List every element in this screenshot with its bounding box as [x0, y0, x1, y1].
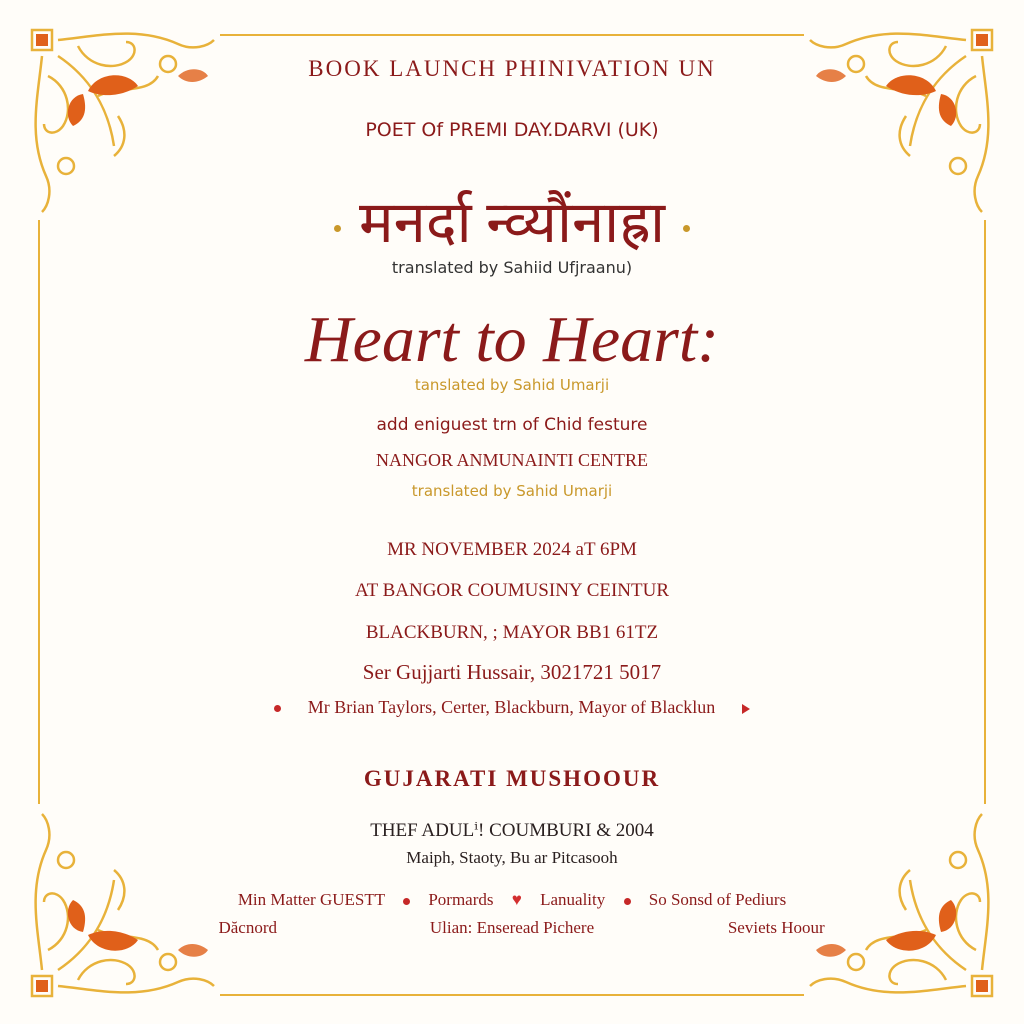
event-title: BOOK LAUNCH PHINIVATION UN — [308, 56, 716, 81]
devanagari-title: मनर्दा न्व्यौंनाह्रा — [358, 190, 666, 255]
sub-item: Ulian: Enseread Pichere — [429, 918, 595, 937]
poet-line: POET Of PREMI DAY.DARVI (UK) — [365, 119, 659, 141]
contact-line: Ser Gujjarti Hussair, 3021721 5017 — [362, 660, 662, 684]
guest-line: add eniguest trn of Chid festure — [376, 415, 648, 435]
triangle-icon — [742, 704, 750, 714]
guest-item: Pormards — [428, 890, 494, 909]
sub-item: Seviets Hoour — [727, 918, 825, 937]
border-bottom — [220, 994, 804, 996]
mayor-line: Mr Brian Taylors, Certer, Blackburn, Mayor of Blacklun — [307, 697, 716, 717]
event-city: BLACKBURN, ; MAYOR BB1 61TZ — [365, 622, 659, 643]
event-date-time: MR NOVEMBER 2024 aT 6PM — [387, 539, 637, 560]
guests-row — [0, 890, 1024, 910]
sub-row — [0, 918, 1024, 938]
guest-item: So Sonsd of Pediurs — [648, 890, 787, 909]
dot-icon — [403, 898, 410, 905]
translated-by-line-1: translated by Sahiid Ufjraanu) — [391, 258, 633, 277]
dot-icon — [624, 898, 631, 905]
mushour-heading: GUJARATI MUSHOOUR — [363, 766, 661, 791]
dot-icon — [274, 705, 281, 712]
sub-item: Dăcnord — [218, 918, 278, 937]
border-top — [220, 34, 804, 36]
maph-line: Maiph, Staoty, Bu ar Pitcasooh — [406, 848, 618, 867]
dot-icon — [334, 225, 341, 232]
devanagari-title-row — [0, 180, 1024, 259]
centre-name: NANGOR ANMUNAINTI CENTRE — [376, 450, 648, 470]
mayor-row — [0, 697, 1024, 718]
adult-line: THEF ADULⁱ! COUMBURI & 2004 — [370, 820, 654, 841]
guest-item: Min Matter GUESTT — [237, 890, 385, 909]
translated-by-line-3: translated by Sahid Umarji — [411, 482, 613, 500]
heart-icon: ♥ — [511, 890, 522, 909]
translated-by-line-2: tanslated by Sahid Umarji — [414, 376, 610, 394]
dot-icon — [683, 225, 690, 232]
english-book-title: Heart to Heart: — [304, 303, 720, 376]
event-venue: AT BANGOR COUMUSINY CEINTUR — [354, 580, 670, 601]
guest-item: Lanuality — [540, 890, 606, 909]
